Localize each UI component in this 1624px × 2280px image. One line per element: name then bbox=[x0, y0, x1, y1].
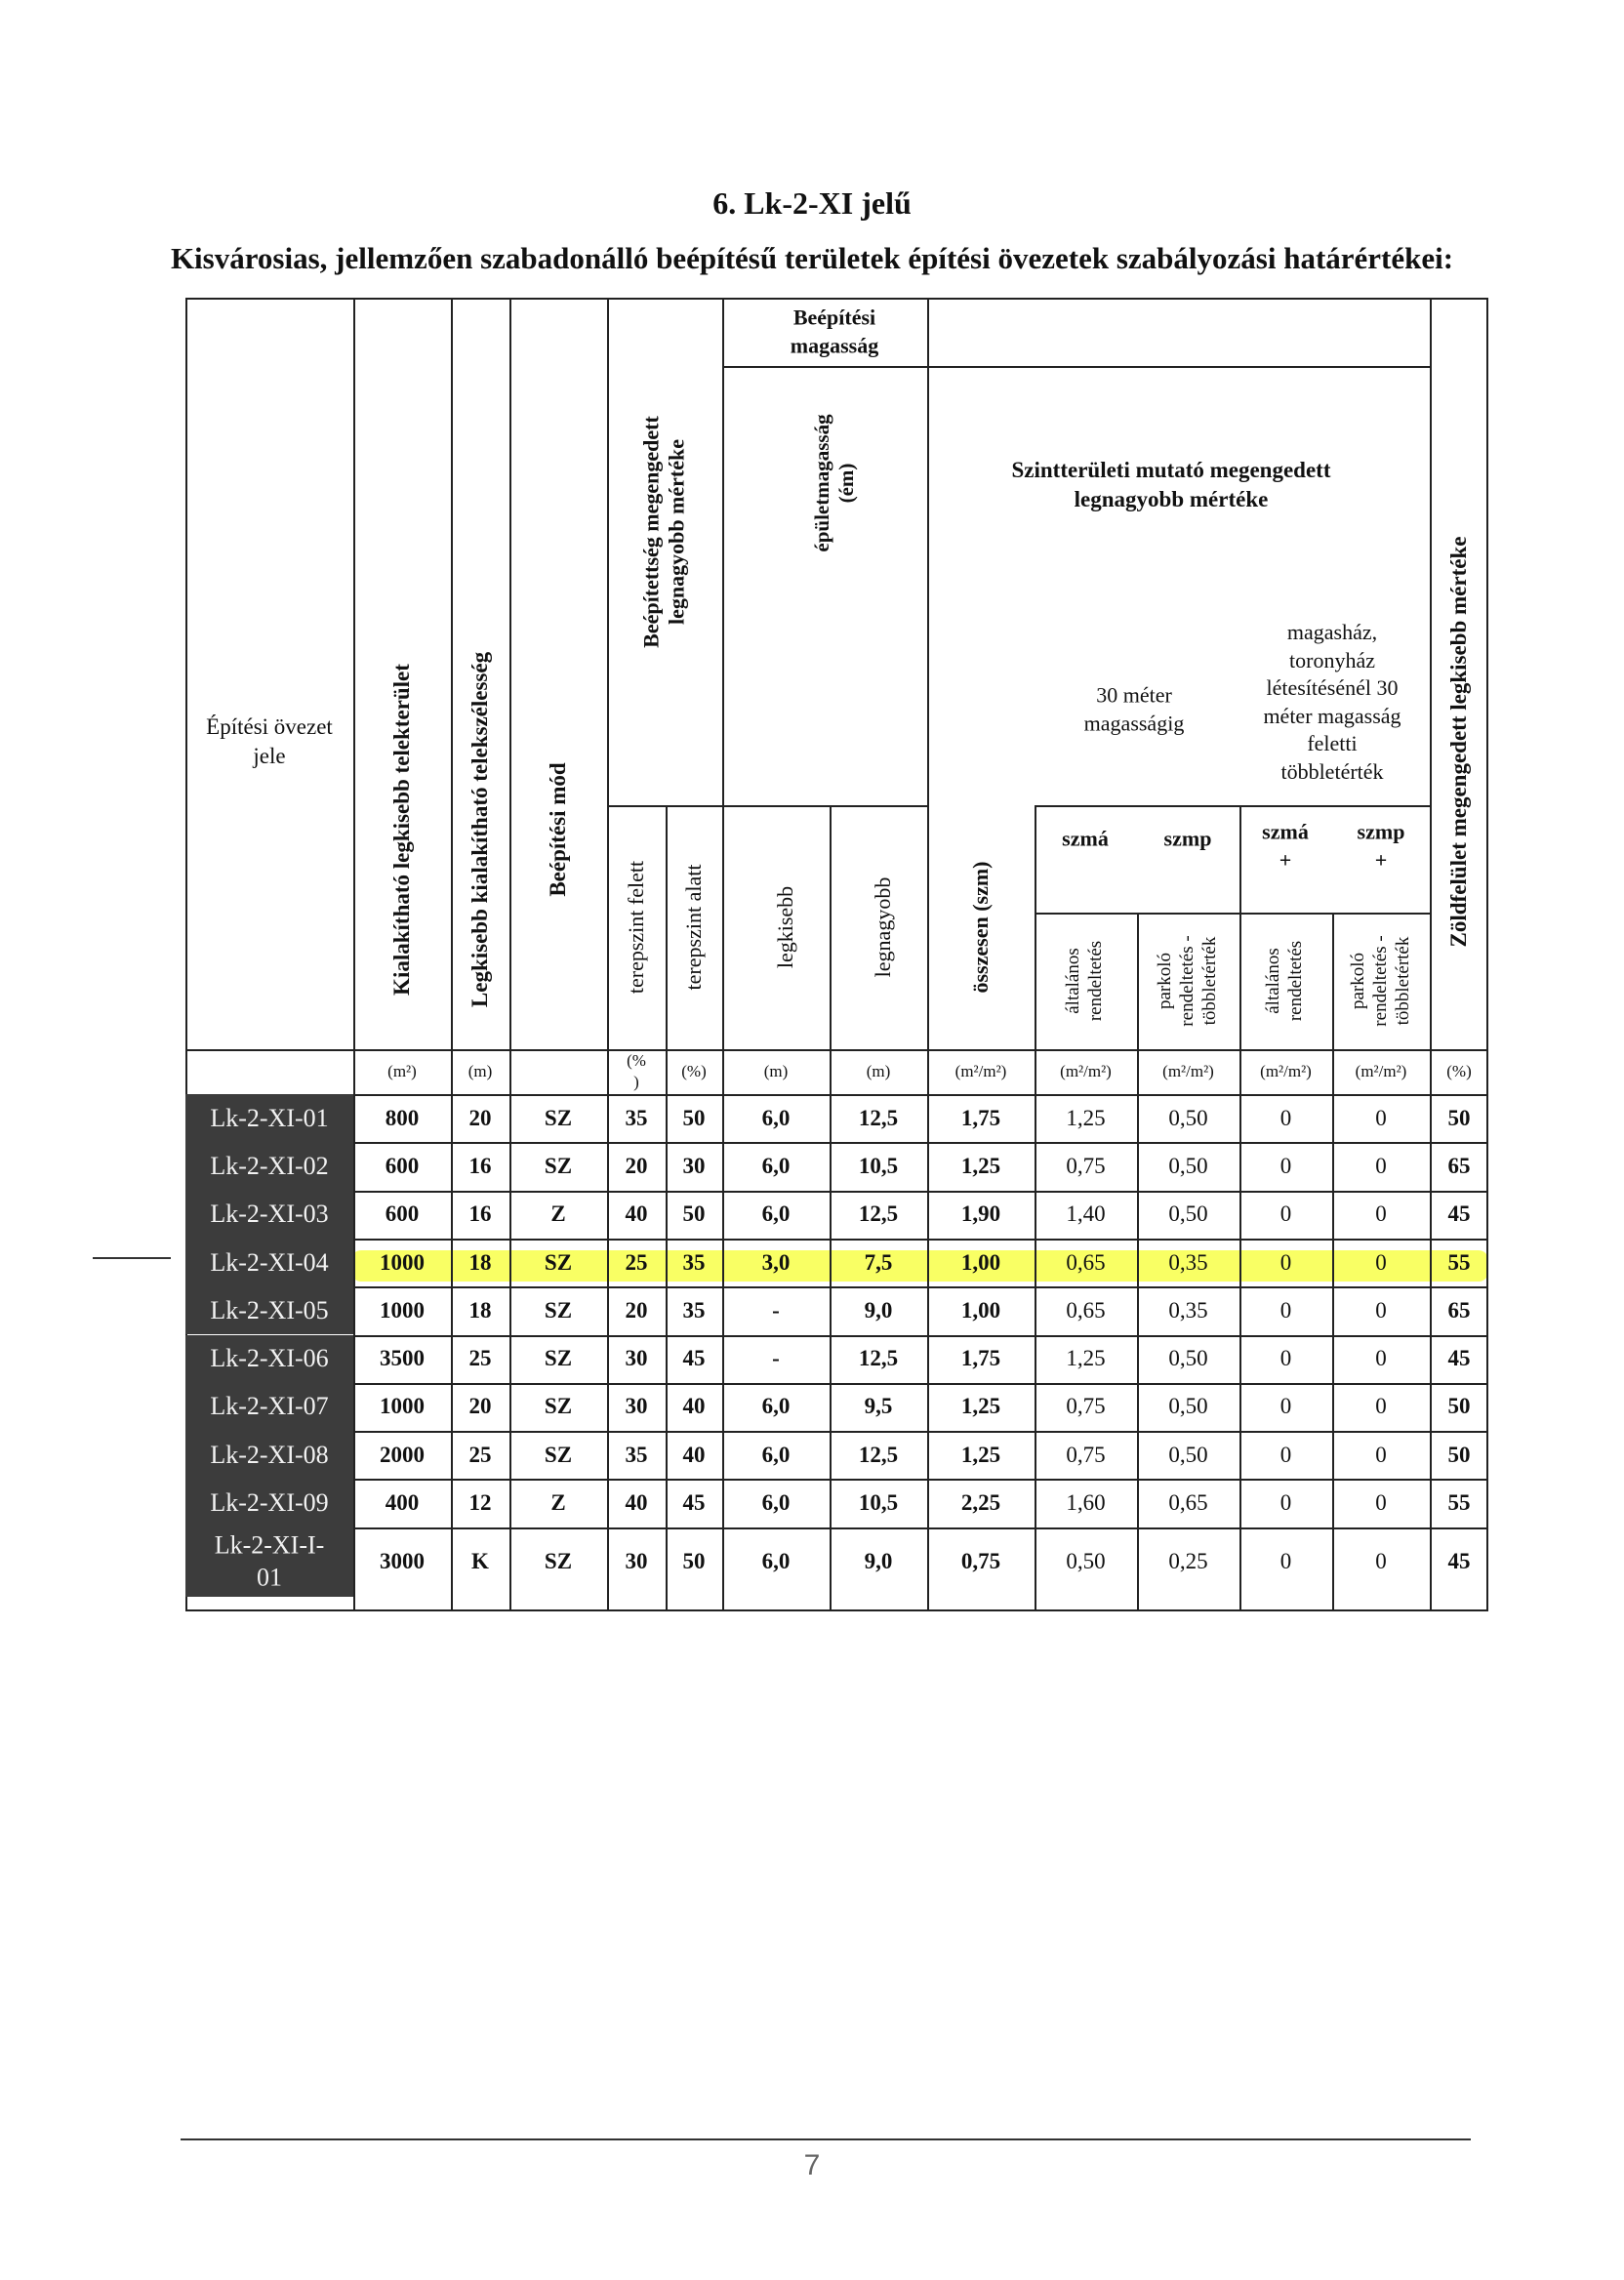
zone-code: Lk-2-XI-06 bbox=[210, 1343, 329, 1372]
table-cell: 0 bbox=[1279, 1297, 1292, 1323]
page-subtitle: Kisvárosias, jellemzően szabadonálló beépítésű területek építési övezetek szabályozási határértékei: bbox=[170, 241, 1454, 275]
header-rule bbox=[1035, 805, 1430, 807]
header-general-use: általános rendeltetés bbox=[1063, 940, 1106, 1022]
table-cell: K bbox=[471, 1549, 489, 1574]
units-rule-bottom bbox=[185, 1094, 1488, 1096]
unit-label: (m) bbox=[763, 1061, 789, 1080]
margin-pen-mark bbox=[93, 1257, 171, 1259]
zone-code: Lk-2-XI-05 bbox=[210, 1295, 329, 1324]
table-cell: 30 bbox=[625, 1346, 648, 1371]
row-rule bbox=[185, 1286, 1488, 1288]
table-cell: 50 bbox=[682, 1105, 706, 1130]
table-cell: 600 bbox=[385, 1153, 420, 1178]
table-cell: 12,5 bbox=[858, 1105, 899, 1130]
header-height-min: legkisebb bbox=[772, 885, 797, 969]
column-rule bbox=[722, 298, 724, 1611]
row-rule bbox=[185, 1431, 1488, 1433]
table-cell: 0,50 bbox=[1168, 1394, 1208, 1419]
table-cell: 0 bbox=[1375, 1297, 1387, 1323]
column-rule bbox=[509, 298, 511, 1611]
column-rule bbox=[1035, 805, 1036, 1611]
row-rule bbox=[185, 1527, 1488, 1529]
table-cell: 35 bbox=[682, 1249, 706, 1275]
table-cell: 1,25 bbox=[960, 1394, 1001, 1419]
page-number: 7 bbox=[803, 2149, 821, 2181]
table-cell: 6,0 bbox=[761, 1105, 791, 1130]
page-title: 6. Lk-2-XI jelű bbox=[712, 185, 912, 221]
table-cell: 0 bbox=[1375, 1249, 1387, 1275]
table-cell: 20 bbox=[625, 1153, 648, 1178]
zone-code: Lk-2-XI-I- 01 bbox=[214, 1530, 325, 1592]
table-cell: 9,5 bbox=[864, 1394, 893, 1419]
table-border-bottom bbox=[185, 1609, 1488, 1611]
table-cell: 0,75 bbox=[1066, 1442, 1106, 1467]
unit-label: (m²/m²) bbox=[1162, 1061, 1214, 1080]
table-cell: 30 bbox=[625, 1394, 648, 1419]
table-cell: 12 bbox=[468, 1490, 492, 1516]
table-cell: 400 bbox=[385, 1490, 420, 1516]
table-cell: 0 bbox=[1375, 1201, 1387, 1227]
header-height-max: legnagyobb bbox=[870, 876, 895, 978]
table-cell: 3500 bbox=[380, 1346, 425, 1371]
table-cell: 0 bbox=[1279, 1153, 1292, 1178]
table-cell: 1,40 bbox=[1066, 1201, 1106, 1227]
zone-code: Lk-2-XI-03 bbox=[210, 1200, 329, 1228]
table-cell: 7,5 bbox=[864, 1249, 893, 1275]
column-rule bbox=[927, 298, 929, 1611]
table-cell: 45 bbox=[682, 1346, 706, 1371]
header-zone: Építési övezet jele bbox=[206, 714, 333, 768]
zone-code: Lk-2-XI-02 bbox=[210, 1151, 329, 1180]
table-cell: 55 bbox=[1447, 1249, 1471, 1275]
table-cell: 18 bbox=[468, 1249, 492, 1275]
table-cell: 20 bbox=[625, 1297, 648, 1323]
zone-code: Lk-2-XI-07 bbox=[210, 1392, 329, 1421]
table-cell: 0,50 bbox=[1168, 1105, 1208, 1130]
header-far-total: összesen (szm) bbox=[967, 861, 993, 994]
row-rule bbox=[185, 1191, 1488, 1193]
table-cell: 1000 bbox=[380, 1297, 425, 1323]
header-szmp: szmp bbox=[1163, 826, 1212, 851]
unit-label: (%) bbox=[1446, 1061, 1472, 1080]
table-cell: SZ bbox=[544, 1346, 573, 1371]
header-green-area: Zöldfelület megengedett legkisebb mértéke bbox=[1446, 536, 1472, 948]
table-cell: 16 bbox=[468, 1153, 492, 1178]
unit-label: (m²/m²) bbox=[1060, 1061, 1112, 1080]
row-highlight bbox=[351, 1250, 1488, 1282]
column-rule bbox=[353, 298, 355, 1611]
header-min-lot-width: Legkisebb kialakítható telekszélesség bbox=[467, 651, 493, 1008]
unit-label: (m) bbox=[467, 1061, 493, 1080]
header-height-group: Beépítési magasság bbox=[790, 305, 879, 357]
table-cell: 0 bbox=[1279, 1346, 1292, 1371]
table-cell: 0,65 bbox=[1066, 1297, 1106, 1323]
table-cell: 6,0 bbox=[761, 1153, 791, 1178]
table-cell: 50 bbox=[1447, 1442, 1471, 1467]
table-cell: - bbox=[772, 1297, 780, 1323]
table-cell: 0 bbox=[1375, 1105, 1387, 1130]
table-cell: 50 bbox=[1447, 1105, 1471, 1130]
table-cell: 50 bbox=[682, 1201, 706, 1227]
header-parking-use: parkoló rendeltetés - többletérték bbox=[1154, 935, 1220, 1027]
table-cell: 65 bbox=[1447, 1297, 1471, 1323]
header-rule bbox=[722, 366, 1430, 368]
column-rule bbox=[1430, 298, 1432, 1611]
header-general-use-2: általános rendeltetés bbox=[1263, 940, 1306, 1022]
table-cell: 0 bbox=[1279, 1105, 1292, 1130]
table-cell: 35 bbox=[682, 1297, 706, 1323]
table-cell: SZ bbox=[544, 1249, 573, 1275]
table-cell: 0,75 bbox=[1066, 1394, 1106, 1419]
table-cell: 25 bbox=[468, 1442, 492, 1467]
zone-code: Lk-2-XI-08 bbox=[210, 1440, 329, 1469]
table-cell: 35 bbox=[625, 1105, 648, 1130]
header-building-height: épületmagasság (ém) bbox=[809, 414, 858, 552]
header-szma: szmá bbox=[1062, 826, 1109, 851]
header-far-group: Szintterületi mutató megengedett legnagyobb mértéke bbox=[1011, 458, 1331, 511]
table-cell: 0,50 bbox=[1168, 1346, 1208, 1371]
table-cell: 35 bbox=[625, 1442, 648, 1467]
units-rule-top bbox=[185, 1049, 1488, 1051]
column-rule bbox=[666, 805, 668, 1611]
table-cell: 20 bbox=[468, 1394, 492, 1419]
table-cell: 45 bbox=[1447, 1549, 1471, 1574]
table-cell: 45 bbox=[1447, 1201, 1471, 1227]
header-below-ground: terepszint alatt bbox=[680, 864, 706, 991]
table-cell: 0 bbox=[1279, 1249, 1292, 1275]
table-cell: 1,60 bbox=[1066, 1490, 1106, 1516]
table-cell: SZ bbox=[544, 1394, 573, 1419]
header-rule bbox=[607, 805, 927, 807]
table-cell: 1000 bbox=[380, 1394, 425, 1419]
table-cell: 0 bbox=[1375, 1490, 1387, 1516]
table-cell: 0,50 bbox=[1168, 1442, 1208, 1467]
table-cell: SZ bbox=[544, 1105, 573, 1130]
row-rule bbox=[185, 1383, 1488, 1385]
table-cell: 40 bbox=[682, 1394, 706, 1419]
table-cell: 16 bbox=[468, 1201, 492, 1227]
table-border-top bbox=[185, 298, 1488, 300]
column-rule bbox=[830, 805, 832, 1611]
table-cell: SZ bbox=[544, 1297, 573, 1323]
unit-label: (m²/m²) bbox=[1355, 1061, 1407, 1080]
table-cell: 0 bbox=[1375, 1394, 1387, 1419]
table-cell: 1,75 bbox=[960, 1105, 1001, 1130]
table-cell: 1,25 bbox=[960, 1442, 1001, 1467]
table-cell: 25 bbox=[625, 1249, 648, 1275]
header-above-ground: terepszint felett bbox=[623, 860, 648, 995]
table-cell: SZ bbox=[544, 1153, 573, 1178]
table-cell: 0,65 bbox=[1066, 1249, 1106, 1275]
table-cell: 12,5 bbox=[858, 1442, 899, 1467]
row-rule bbox=[185, 1479, 1488, 1481]
table-cell: 0,35 bbox=[1168, 1297, 1208, 1323]
header-far-30m: 30 méter magasságig bbox=[1083, 682, 1185, 735]
header-parking-use-2: parkoló rendeltetés - többletérték bbox=[1347, 935, 1413, 1027]
header-building-mode: Beépítési mód bbox=[546, 762, 571, 897]
table-cell: 1,00 bbox=[960, 1249, 1001, 1275]
table-cell: 600 bbox=[385, 1201, 420, 1227]
row-rule bbox=[185, 1335, 1488, 1337]
zone-code: Lk-2-XI-01 bbox=[210, 1103, 329, 1132]
table-cell: 45 bbox=[1447, 1346, 1471, 1371]
table-cell: 0 bbox=[1279, 1490, 1292, 1516]
column-rule bbox=[1137, 913, 1139, 1611]
column-rule bbox=[1239, 805, 1241, 1611]
table-cell: 25 bbox=[468, 1346, 492, 1371]
column-rule bbox=[1332, 913, 1334, 1611]
table-cell: 1,25 bbox=[1066, 1105, 1106, 1130]
table-cell: 0 bbox=[1279, 1394, 1292, 1419]
table-cell: 12,5 bbox=[858, 1346, 899, 1371]
table-cell: 9,0 bbox=[864, 1549, 893, 1574]
table-cell: 10,5 bbox=[858, 1490, 899, 1516]
header-szma-plus: szmá + bbox=[1262, 819, 1309, 872]
table-cell: 3,0 bbox=[761, 1249, 791, 1275]
table-cell: 0 bbox=[1279, 1549, 1292, 1574]
table-cell: 40 bbox=[682, 1442, 706, 1467]
table-cell: 1,00 bbox=[960, 1297, 1001, 1323]
table-cell: 30 bbox=[625, 1549, 648, 1574]
table-cell: 0,25 bbox=[1168, 1549, 1208, 1574]
row-rule bbox=[185, 1239, 1488, 1241]
row-rule bbox=[185, 1142, 1488, 1144]
table-cell: 55 bbox=[1447, 1490, 1471, 1516]
header-szmp-plus: szmp + bbox=[1357, 819, 1405, 872]
table-cell: 0 bbox=[1279, 1201, 1292, 1227]
table-cell: 20 bbox=[468, 1105, 492, 1130]
table-cell: 1,25 bbox=[1066, 1346, 1106, 1371]
table-cell: 6,0 bbox=[761, 1394, 791, 1419]
table-cell: 0 bbox=[1279, 1442, 1292, 1467]
table-cell: 800 bbox=[385, 1105, 420, 1130]
table-cell: 9,0 bbox=[864, 1297, 893, 1323]
regulation-table bbox=[185, 298, 1488, 1611]
table-cell: 0,50 bbox=[1066, 1549, 1106, 1574]
table-cell: 6,0 bbox=[761, 1201, 791, 1227]
table-cell: 0,75 bbox=[960, 1549, 1001, 1574]
table-cell: 0 bbox=[1375, 1346, 1387, 1371]
header-coverage: Beépítettség megengedett legnagyobb mértéke bbox=[638, 416, 689, 648]
table-cell: 0,50 bbox=[1168, 1201, 1208, 1227]
column-rule bbox=[451, 298, 453, 1611]
unit-label: (m²/m²) bbox=[954, 1061, 1007, 1080]
header-min-lot-area: Kialakítható legkisebb telekterület bbox=[389, 664, 415, 996]
table-cell: 1,90 bbox=[960, 1201, 1001, 1227]
unit-label: (m) bbox=[866, 1061, 891, 1080]
table-cell: Z bbox=[550, 1490, 566, 1516]
table-cell: 45 bbox=[682, 1490, 706, 1516]
table-cell: 18 bbox=[468, 1297, 492, 1323]
footer-rule bbox=[181, 2138, 1471, 2140]
table-cell: 0 bbox=[1375, 1153, 1387, 1178]
zone-code: Lk-2-XI-09 bbox=[210, 1487, 329, 1517]
table-cell: 2,25 bbox=[960, 1490, 1001, 1516]
unit-label: (%) bbox=[681, 1061, 707, 1080]
table-cell: 40 bbox=[625, 1201, 648, 1227]
table-cell: SZ bbox=[544, 1549, 573, 1574]
table-cell: 0,50 bbox=[1168, 1153, 1208, 1178]
table-cell: SZ bbox=[544, 1442, 573, 1467]
table-cell: 65 bbox=[1447, 1153, 1471, 1178]
table-cell: 0,65 bbox=[1168, 1490, 1208, 1516]
table-cell: 2000 bbox=[380, 1442, 425, 1467]
column-rule bbox=[607, 298, 609, 1611]
table-cell: 40 bbox=[625, 1490, 648, 1516]
table-cell: 0 bbox=[1375, 1549, 1387, 1574]
table-cell: 50 bbox=[682, 1549, 706, 1574]
header-far-tower: magasház, toronyház létesítésénél 30 méter magasság feletti többletérték bbox=[1263, 620, 1401, 785]
table-cell: - bbox=[772, 1346, 780, 1371]
table-cell: 1000 bbox=[380, 1249, 425, 1275]
table-cell: 0,35 bbox=[1168, 1249, 1208, 1275]
table-cell: 10,5 bbox=[858, 1153, 899, 1178]
header-rule bbox=[1035, 913, 1430, 915]
table-cell: 6,0 bbox=[761, 1442, 791, 1467]
unit-label: (m²) bbox=[387, 1061, 417, 1080]
table-cell: 30 bbox=[682, 1153, 706, 1178]
table-cell: 0,75 bbox=[1066, 1153, 1106, 1178]
table-cell: 1,25 bbox=[960, 1153, 1001, 1178]
table-cell: 12,5 bbox=[858, 1201, 899, 1227]
unit-label: (m²/m²) bbox=[1260, 1061, 1312, 1080]
unit-label: (% ) bbox=[627, 1050, 646, 1091]
table-border-right bbox=[1486, 298, 1488, 1611]
zone-code: Lk-2-XI-04 bbox=[210, 1247, 329, 1277]
table-cell: 6,0 bbox=[761, 1549, 791, 1574]
table-cell: 0 bbox=[1375, 1442, 1387, 1467]
table-cell: 50 bbox=[1447, 1394, 1471, 1419]
table-cell: 3000 bbox=[380, 1549, 425, 1574]
table-cell: 6,0 bbox=[761, 1490, 791, 1516]
table-cell: Z bbox=[550, 1201, 566, 1227]
table-cell: 1,75 bbox=[960, 1346, 1001, 1371]
